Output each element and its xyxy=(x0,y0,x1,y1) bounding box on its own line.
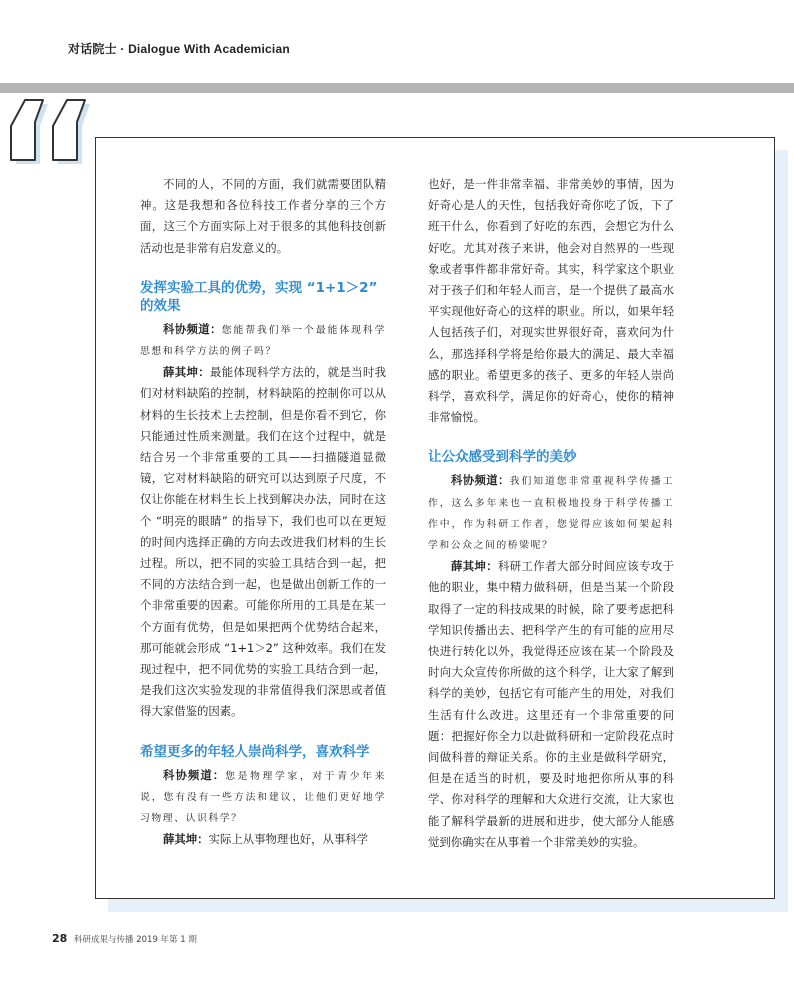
answer-young-people xyxy=(140,829,386,850)
header-rule xyxy=(0,83,794,93)
question-speaker: 科协频道： xyxy=(163,321,222,336)
section-heading-tools: 发挥实验工具的优势，实现 “1+1＞2” 的效果 xyxy=(140,279,378,314)
question-public xyxy=(428,470,674,556)
question-young-people xyxy=(140,765,386,830)
intro-paragraph: 不同的人，不同的方面，我们就需要团队精神。这是我想和各位科技工作者分享的三个方面，这三个方面实际上对于很多的其他科技创新活动也是非常有启发意义的。 xyxy=(140,177,386,255)
question-text: 您能帮我们举一个最能体现科学思想和科学方法的例子吗？ xyxy=(140,324,386,358)
question-speaker: 科协频道： xyxy=(163,767,226,782)
section-heading-young-people: 希望更多的年轻人崇尚科学，喜欢科学 xyxy=(140,743,370,760)
left-column xyxy=(140,174,386,850)
answer-text: 最能体现科学方法的，就是当时我们对材料缺陷的控制，材料缺陷的控制你可以从材料的生长技术上去控制，但是你看不到它，你只能通过性质来测量。我们在这个过程中，就是结合另一个非常重要的工具——扫描隧道显微镜，它对材料缺陷的研究可以达到原子尺度，不仅让你能在材料生长上找到解决办法，同时在这个 “明亮的眼睛” 的指导下，我们也可以在更短的时间内选择正确的方向去改进我们材料的生长过程。所以，把不同的实验工具结合到一起，把不同的方法结合到一起，也是做出创新工作的一个非常重要的因素。可能你所用的工具是在某一个方面有优势，但是如果把两个优势结合起来，那可能就会形成 “1+1＞2” 这种效率。我们在发现过程中，把不同优势的实验工具结合到一起，是我们这次实验发现的非常值得我们深思或者值得大家借鉴的因素。 xyxy=(140,365,386,719)
page-number: 28 xyxy=(52,932,68,945)
right-column xyxy=(428,174,674,853)
answer-speaker: 薛其坤： xyxy=(451,559,499,574)
page-footer xyxy=(52,932,197,945)
answer-speaker: 薛其坤： xyxy=(163,365,211,380)
section-heading-public: 让公众感受到科学的美妙 xyxy=(428,449,577,466)
quote-mark-icon xyxy=(8,96,98,178)
answer-text: 科研工作者大部分时间应该专攻于他的职业，集中精力做科研，但是当某一个阶段取得了一定的科技成果的时候，除了要考虑把科学知识传播出去、把科学产生的有可能的应用尽快进行转化以外，我觉得还应该在某一个阶段及时向大众宣传你所做的这个科学，让大家了解到科学的美妙，包括它有可能产生的用处，对我们生活有什么改进。这里还有一个非常重要的问题：把握好你全力以赴做科研和一定阶段花点时间做科普的辩证关系。你的主业是做科学研究，但是在适当的时机，要及时地把你所从事的科学、你对科学的理解和大众进行交流，让大家也能了解科学最新的进展和进步，使大部分人能感觉到你确实在从事着一个非常美妙的实验。 xyxy=(428,559,674,849)
running-header-title: 对话院士 · Dialogue With Academician xyxy=(68,42,290,56)
answer-text: 实际上从事物理也好，从事科学 xyxy=(208,832,369,847)
continuation-paragraph: 也好，是一件非常幸福、非常美妙的事情，因为好奇心是人的天性，包括我好奇你吃了饭，下了班干什么，你看到了好吃的东西，会想它为什么好吃。尤其对孩子来讲，他会对自然界的一些现象或者事件都非常好奇。其实，科学家这个职业对于孩子们和年轻人而言，是一个提供了最高水平实现他好奇心的这样的职业。所以，如果年轻人包括孩子们，对现实世界很好奇，喜欢问为什么，那选择科学将是给你最大的满足、最大幸福感的职业。希望更多的孩子、更多的年轻人崇尚科学，喜欢科学，满足你的好奇心，使你的精神非常愉悦。 xyxy=(428,177,674,425)
answer-tools xyxy=(140,362,386,722)
question-text: 您是物理学家，对于青少年来说，您有没有一些方法和建议，让他们更好地学习物理、认识科学？ xyxy=(140,770,386,825)
answer-public xyxy=(428,556,674,853)
publication-name: 科研成果与传播 2019 年第 1 期 xyxy=(74,935,197,945)
question-tools xyxy=(140,319,386,362)
question-text: 我们知道您非常重视科学传播工作，这么多年来也一直积极地投身于科学传播工作中，作为科研工作者，您觉得应该如何架起科学和公众之间的桥梁呢？ xyxy=(428,476,674,552)
question-speaker: 科协频道： xyxy=(451,473,510,488)
answer-speaker: 薛其坤： xyxy=(163,832,209,847)
